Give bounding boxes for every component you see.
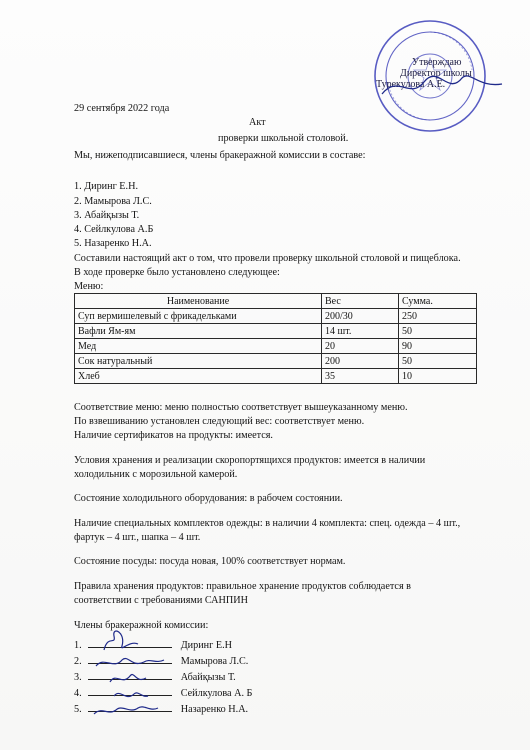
table-cell: 10 bbox=[399, 369, 477, 384]
menu-label: Меню: bbox=[74, 281, 104, 292]
document-date: 29 сентября 2022 года bbox=[74, 103, 170, 114]
table-cell: 200 bbox=[322, 354, 399, 369]
table-cell: 250 bbox=[399, 309, 477, 324]
table-cell: 50 bbox=[399, 354, 477, 369]
table-cell: 200/30 bbox=[322, 309, 399, 324]
approval-line-1: Утверждаю bbox=[412, 57, 462, 68]
signature-name: Диринг Е.Н bbox=[180, 640, 232, 651]
table-header-row bbox=[75, 294, 477, 309]
signature-number: 2. bbox=[74, 656, 82, 667]
member-item: 5. Назаренко Н.А. bbox=[74, 238, 152, 249]
signature-number: 1. bbox=[74, 640, 82, 651]
table-cell: Сок натуральный bbox=[75, 354, 322, 369]
paragraph: Составили настоящий акт о том, что провели проверку школьной столовой и пищеблока. bbox=[74, 253, 461, 264]
table-row bbox=[75, 339, 477, 354]
finding-storage: Условия хранения и реализации скоропортящихся продуктов: имеется в наличии bbox=[74, 455, 426, 466]
menu-table bbox=[74, 293, 477, 384]
table-cell: Мед bbox=[75, 339, 322, 354]
signature-name: Абайқызы Т. bbox=[180, 672, 236, 683]
table-cell: 14 шт. bbox=[322, 324, 399, 339]
paragraph: В ходе проверке было установлено следующее: bbox=[74, 267, 280, 278]
table-cell: Вафли Ям-ям bbox=[75, 324, 322, 339]
approval-line-3: Турекулова А.Е. bbox=[376, 79, 446, 90]
member-item: 3. Абайқызы Т. bbox=[74, 210, 140, 221]
finding-certificates: Наличие сертификатов на продукты: имеется. bbox=[74, 430, 273, 441]
table-row bbox=[75, 309, 477, 324]
signature-name: Сейлкулова А. Б bbox=[180, 688, 253, 699]
finding-clothing-cont: фартук – 4 шт., шапка – 4 шт. bbox=[74, 532, 201, 543]
table-cell: Хлеб bbox=[75, 369, 322, 384]
column-header: Вес bbox=[322, 294, 399, 309]
table-cell: Суп вермишелевый с фрикадельками bbox=[75, 309, 322, 324]
signature-name: Назаренко Н.А. bbox=[180, 704, 249, 715]
document-title: Акт bbox=[249, 117, 266, 128]
finding-fridge: Состояние холодильного оборудования: в рабочем состоянии. bbox=[74, 493, 343, 504]
finding-rules-cont: соответствии с требованиями САНПИН bbox=[74, 595, 248, 606]
director-signature bbox=[378, 66, 506, 106]
column-header: Сумма. bbox=[399, 294, 477, 309]
signatures-title: Члены бракеражной комиссии: bbox=[74, 620, 209, 631]
intro-text: Мы, нижеподписавшиеся, члены бракеражной комиссии в составе: bbox=[74, 150, 366, 161]
signature-number: 3. bbox=[74, 672, 82, 683]
table-row bbox=[75, 354, 477, 369]
signature-name: Мамырова Л.С. bbox=[180, 656, 249, 667]
table-cell: 90 bbox=[399, 339, 477, 354]
table-cell: 50 bbox=[399, 324, 477, 339]
table-row bbox=[75, 324, 477, 339]
finding-storage-cont: холодильник с морозильной камерой. bbox=[74, 469, 238, 480]
signature-number: 5. bbox=[74, 704, 82, 715]
signature-number: 4. bbox=[74, 688, 82, 699]
table-row bbox=[75, 369, 477, 384]
handwritten-signatures bbox=[86, 616, 176, 720]
approval-line-2: Директор школы bbox=[400, 68, 472, 79]
table-cell: 35 bbox=[322, 369, 399, 384]
finding-rules: Правила хранения продуктов: правильное хранение продуктов соблюдается в bbox=[74, 581, 411, 592]
finding-menu: Соответствие меню: меню полностью соответствует вышеуказанному меню. bbox=[74, 402, 408, 413]
table-cell: 20 bbox=[322, 339, 399, 354]
column-header: Наименование bbox=[75, 294, 322, 309]
member-item: 1. Диринг Е.Н. bbox=[74, 181, 138, 192]
finding-dishes: Состояние посуды: посуда новая, 100% соответствует нормам. bbox=[74, 556, 346, 567]
member-item: 4. Сейлкулова А.Б bbox=[74, 224, 154, 235]
finding-clothing: Наличие специальных комплектов одежды: в наличии 4 комплекта: спец. одежда – 4 шт., bbox=[74, 518, 461, 529]
member-item: 2. Мамырова Л.С. bbox=[74, 196, 152, 207]
finding-weight: По взвешиванию установлен следующий вес: соответствует меню. bbox=[74, 416, 365, 427]
document-subtitle: проверки школьной столовой. bbox=[218, 133, 349, 144]
